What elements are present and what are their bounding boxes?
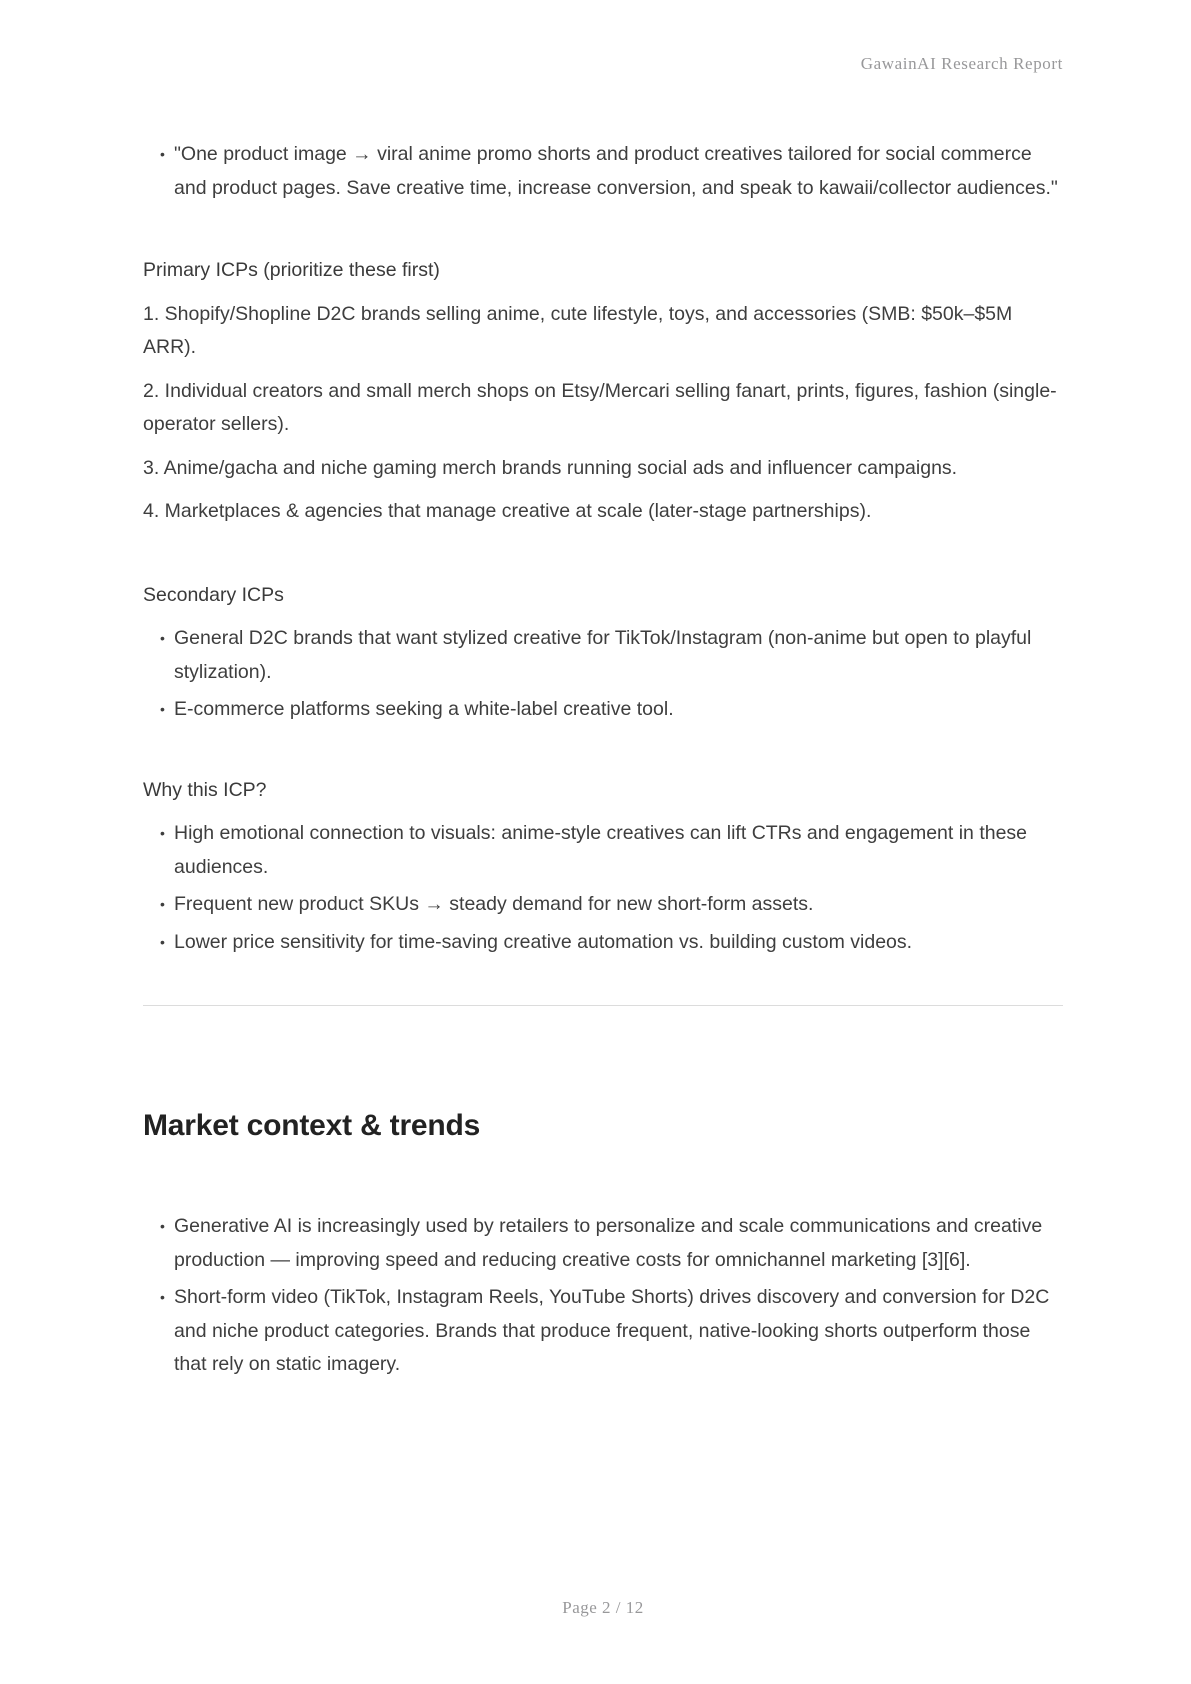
list-item [143,817,1063,884]
intro-quote-text: "One product image → viral anime promo shorts and product creatives tailored for social commerce and product pages. Save creative time, increase conversion, and speak to kawaii/collector audiences." [174,143,1058,199]
why-icp-text: Frequent new product SKUs → steady demand for new short-form assets. [174,893,814,915]
primary-icps-heading: Primary ICPs (prioritize these first) [143,259,440,281]
page-number: Page 2 / 12 [562,1598,644,1617]
list-item [143,1281,1063,1382]
list-item [143,926,1063,960]
market-context-list [143,1210,1063,1382]
bullet-icon: • [160,701,165,717]
secondary-icps-heading: Secondary ICPs [143,583,284,606]
list-item [143,1210,1063,1277]
bullet-icon: • [160,1289,165,1305]
intro-bullet-list [143,138,1063,205]
why-icp-text: Lower price sensitivity for time-saving creative automation vs. building custom videos. [174,930,913,953]
report-header: GawainAI Research Report [860,54,1063,73]
secondary-icp-text: General D2C brands that want stylized creative for TikTok/Instagram (non-anime but open to playful stylization). [174,627,1032,683]
primary-icp-item-3: 3. Anime/gacha and niche gaming merch brands running social ads and influencer campaigns. [143,456,958,479]
why-icp-list [143,817,1063,959]
secondary-icps-list [143,622,1063,727]
primary-icp-item-1: 1. Shopify/Shopline D2C brands selling anime, cute lifestyle, toys, and accessories (SMB: $50k–$5M ARR). [143,302,1013,358]
list-item [143,138,1063,205]
why-icp-heading: Why this ICP? [143,778,267,801]
section-divider [143,1005,1063,1006]
market-trend-text: Generative AI is increasingly used by retailers to personalize and scale communications and creative production — improving speed and reducing creative costs for omnichannel marketing [3][6]. [174,1215,1043,1271]
primary-icp-item-2: 2. Individual creators and small merch shops on Etsy/Mercari selling fanart, prints, figures, fashion (single-operator sellers). [143,379,1057,435]
secondary-icp-text: E-commerce platforms seeking a white-label creative tool. [174,698,674,720]
bullet-icon: • [160,825,165,841]
why-icp-text: High emotional connection to visuals: anime-style creatives can lift CTRs and engagement in these audiences. [174,822,1028,878]
list-item [143,693,1063,727]
list-item [143,888,1063,922]
bullet-icon: • [160,896,165,912]
bullet-icon: • [160,630,165,646]
bullet-icon: • [160,933,165,950]
page-content [143,138,1063,1382]
market-trend-text: Short-form video (TikTok, Instagram Reels, YouTube Shorts) drives discovery and conversion for D2C and niche product categories. Brands that produce frequent, native-looking shorts outperform those that rely on static imagery. [174,1286,1050,1375]
list-item [143,622,1063,689]
bullet-icon: • [160,1218,165,1234]
primary-icp-item-4: 4. Marketplaces & agencies that manage creative at scale (later-stage partnerships). [143,500,872,522]
market-context-heading: Market context & trends [143,1109,481,1142]
bullet-icon: • [160,146,165,162]
